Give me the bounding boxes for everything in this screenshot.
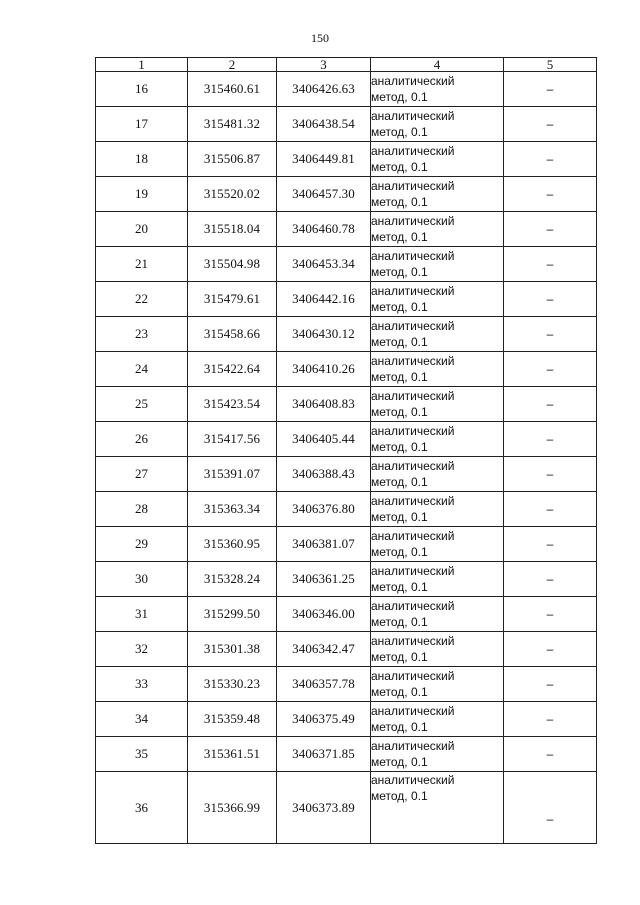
coordinate-x-cell: 315504.98: [188, 247, 277, 282]
error-cell: –: [504, 422, 597, 457]
table-row: [96, 317, 597, 352]
method-line-2: метод, 0.1: [371, 545, 428, 559]
coordinate-y-cell: 3406430.12: [277, 317, 371, 352]
table-row: [96, 142, 597, 177]
method-line-2: метод, 0.1: [371, 685, 428, 699]
coordinate-y-cell: 3406361.25: [277, 562, 371, 597]
coordinate-y-cell: 3406376.80: [277, 492, 371, 527]
error-cell: –: [504, 562, 597, 597]
method-line-1: аналитический: [371, 669, 455, 683]
method-cell: [371, 667, 504, 702]
coordinate-y-cell: 3406410.26: [277, 352, 371, 387]
error-cell: –: [504, 317, 597, 352]
method-line-1: аналитический: [371, 494, 455, 508]
method-cell: [371, 72, 504, 107]
method-cell: [371, 772, 504, 844]
method-line-2: метод, 0.1: [371, 440, 428, 454]
table-row: [96, 527, 597, 562]
method-cell: [371, 527, 504, 562]
coordinate-y-cell: 3406449.81: [277, 142, 371, 177]
point-number-cell: 29: [96, 527, 188, 562]
method-cell: [371, 282, 504, 317]
coordinate-y-cell: 3406342.47: [277, 632, 371, 667]
coordinate-x-cell: 315330.23: [188, 667, 277, 702]
coordinate-y-cell: 3406442.16: [277, 282, 371, 317]
method-line-2: метод, 0.1: [371, 160, 428, 174]
header-col-5: 5: [504, 58, 597, 72]
method-line-1: аналитический: [371, 319, 455, 333]
method-line-2: метод, 0.1: [371, 475, 428, 489]
coordinate-x-cell: 315417.56: [188, 422, 277, 457]
coordinate-x-cell: 315479.61: [188, 282, 277, 317]
error-cell: –: [504, 527, 597, 562]
table-row: [96, 562, 597, 597]
method-line-2: метод, 0.1: [371, 615, 428, 629]
table-row: [96, 212, 597, 247]
method-line-2: метод, 0.1: [371, 720, 428, 734]
coordinate-y-cell: 3406405.44: [277, 422, 371, 457]
coordinate-y-cell: 3406426.63: [277, 72, 371, 107]
coordinate-y-cell: 3406453.34: [277, 247, 371, 282]
coordinate-x-cell: 315506.87: [188, 142, 277, 177]
table-row: [96, 737, 597, 772]
method-cell: [371, 597, 504, 632]
table-row: [96, 177, 597, 212]
method-cell: [371, 142, 504, 177]
header-col-4: 4: [371, 58, 504, 72]
error-cell: –: [504, 212, 597, 247]
coordinate-y-cell: 3406357.78: [277, 667, 371, 702]
coordinate-x-cell: 315460.61: [188, 72, 277, 107]
method-cell: [371, 387, 504, 422]
coordinate-y-cell: 3406373.89: [277, 772, 371, 844]
method-line-1: аналитический: [371, 424, 455, 438]
coordinate-x-cell: 315518.04: [188, 212, 277, 247]
method-cell: [371, 737, 504, 772]
method-cell: [371, 107, 504, 142]
coordinate-x-cell: 315422.64: [188, 352, 277, 387]
point-number-cell: 33: [96, 667, 188, 702]
coordinate-x-cell: 315363.34: [188, 492, 277, 527]
point-number-cell: 18: [96, 142, 188, 177]
header-col-3: 3: [277, 58, 371, 72]
point-number-cell: 35: [96, 737, 188, 772]
method-line-2: метод, 0.1: [371, 300, 428, 314]
point-number-cell: 17: [96, 107, 188, 142]
coordinate-x-cell: 315391.07: [188, 457, 277, 492]
table-header: [96, 58, 597, 72]
method-line-2: метод, 0.1: [371, 265, 428, 279]
method-line-1: аналитический: [371, 739, 455, 753]
error-cell: –: [504, 667, 597, 702]
method-line-1: аналитический: [371, 354, 455, 368]
table-row: [96, 772, 597, 844]
coordinate-y-cell: 3406381.07: [277, 527, 371, 562]
method-cell: [371, 352, 504, 387]
table-row: [96, 387, 597, 422]
method-cell: [371, 562, 504, 597]
method-line-1: аналитический: [371, 389, 455, 403]
coordinate-x-cell: 315520.02: [188, 177, 277, 212]
method-cell: [371, 317, 504, 352]
method-line-1: аналитический: [371, 773, 455, 787]
method-cell: [371, 422, 504, 457]
method-line-1: аналитический: [371, 529, 455, 543]
point-number-cell: 22: [96, 282, 188, 317]
coordinate-y-cell: 3406460.78: [277, 212, 371, 247]
method-line-1: аналитический: [371, 179, 455, 193]
point-number-cell: 20: [96, 212, 188, 247]
method-line-1: аналитический: [371, 249, 455, 263]
table-row: [96, 492, 597, 527]
point-number-cell: 26: [96, 422, 188, 457]
header-col-2: 2: [188, 58, 277, 72]
method-line-2: метод, 0.1: [371, 650, 428, 664]
coordinate-x-cell: 315359.48: [188, 702, 277, 737]
method-line-1: аналитический: [371, 634, 455, 648]
coordinate-y-cell: 3406371.85: [277, 737, 371, 772]
coordinate-y-cell: 3406346.00: [277, 597, 371, 632]
point-number-cell: 16: [96, 72, 188, 107]
point-number-cell: 21: [96, 247, 188, 282]
table-row: [96, 352, 597, 387]
method-line-2: метод, 0.1: [371, 230, 428, 244]
method-cell: [371, 702, 504, 737]
method-line-1: аналитический: [371, 704, 455, 718]
coordinate-x-cell: 315423.54: [188, 387, 277, 422]
error-cell: –: [504, 702, 597, 737]
method-cell: [371, 212, 504, 247]
method-line-2: метод, 0.1: [371, 125, 428, 139]
table-row: [96, 632, 597, 667]
method-line-1: аналитический: [371, 284, 455, 298]
coordinate-y-cell: 3406457.30: [277, 177, 371, 212]
coordinate-x-cell: 315366.99: [188, 772, 277, 844]
point-number-cell: 34: [96, 702, 188, 737]
table-row: [96, 72, 597, 107]
table-row: [96, 597, 597, 632]
method-line-2: метод, 0.1: [371, 510, 428, 524]
coordinate-y-cell: 3406388.43: [277, 457, 371, 492]
method-line-1: аналитический: [371, 74, 455, 88]
coordinate-x-cell: 315301.38: [188, 632, 277, 667]
table-body: [96, 72, 597, 844]
method-line-2: метод, 0.1: [371, 580, 428, 594]
method-line-2: метод, 0.1: [371, 755, 428, 769]
point-number-cell: 24: [96, 352, 188, 387]
method-line-2: метод, 0.1: [371, 789, 428, 803]
coordinate-y-cell: 3406375.49: [277, 702, 371, 737]
error-cell: –: [504, 142, 597, 177]
table-row: [96, 702, 597, 737]
point-number-cell: 32: [96, 632, 188, 667]
page-number: 150: [311, 31, 329, 45]
coordinate-x-cell: 315481.32: [188, 107, 277, 142]
coordinate-x-cell: 315360.95: [188, 527, 277, 562]
method-line-2: метод, 0.1: [371, 370, 428, 384]
method-line-1: аналитический: [371, 144, 455, 158]
point-number-cell: 25: [96, 387, 188, 422]
error-cell: –: [504, 177, 597, 212]
method-cell: [371, 177, 504, 212]
point-number-cell: 19: [96, 177, 188, 212]
coordinate-y-cell: 3406438.54: [277, 107, 371, 142]
error-cell: –: [504, 772, 597, 844]
coordinate-x-cell: 315328.24: [188, 562, 277, 597]
point-number-cell: 36: [96, 772, 188, 844]
method-cell: [371, 632, 504, 667]
coordinate-x-cell: 315458.66: [188, 317, 277, 352]
method-cell: [371, 457, 504, 492]
table-row: [96, 422, 597, 457]
point-number-cell: 23: [96, 317, 188, 352]
error-cell: –: [504, 282, 597, 317]
error-cell: –: [504, 107, 597, 142]
coordinate-x-cell: 315361.51: [188, 737, 277, 772]
error-cell: –: [504, 597, 597, 632]
method-line-1: аналитический: [371, 599, 455, 613]
point-number-cell: 30: [96, 562, 188, 597]
header-row: [96, 58, 597, 72]
error-cell: –: [504, 492, 597, 527]
method-line-1: аналитический: [371, 564, 455, 578]
table-row: [96, 667, 597, 702]
error-cell: –: [504, 352, 597, 387]
error-cell: –: [504, 387, 597, 422]
method-cell: [371, 247, 504, 282]
point-number-cell: 27: [96, 457, 188, 492]
point-number-cell: 28: [96, 492, 188, 527]
method-line-1: аналитический: [371, 459, 455, 473]
header-col-1: 1: [96, 58, 188, 72]
error-cell: –: [504, 457, 597, 492]
point-number-cell: 31: [96, 597, 188, 632]
method-line-2: метод, 0.1: [371, 90, 428, 104]
coordinate-y-cell: 3406408.83: [277, 387, 371, 422]
error-cell: –: [504, 632, 597, 667]
method-line-2: метод, 0.1: [371, 405, 428, 419]
coordinate-x-cell: 315299.50: [188, 597, 277, 632]
table-row: [96, 247, 597, 282]
error-cell: –: [504, 737, 597, 772]
error-cell: –: [504, 247, 597, 282]
table-row: [96, 282, 597, 317]
table-row: [96, 107, 597, 142]
method-cell: [371, 492, 504, 527]
method-line-2: метод, 0.1: [371, 195, 428, 209]
method-line-1: аналитический: [371, 214, 455, 228]
coordinates-table: [95, 57, 597, 844]
table-row: [96, 457, 597, 492]
error-cell: –: [504, 72, 597, 107]
method-line-2: метод, 0.1: [371, 335, 428, 349]
method-line-1: аналитический: [371, 109, 455, 123]
